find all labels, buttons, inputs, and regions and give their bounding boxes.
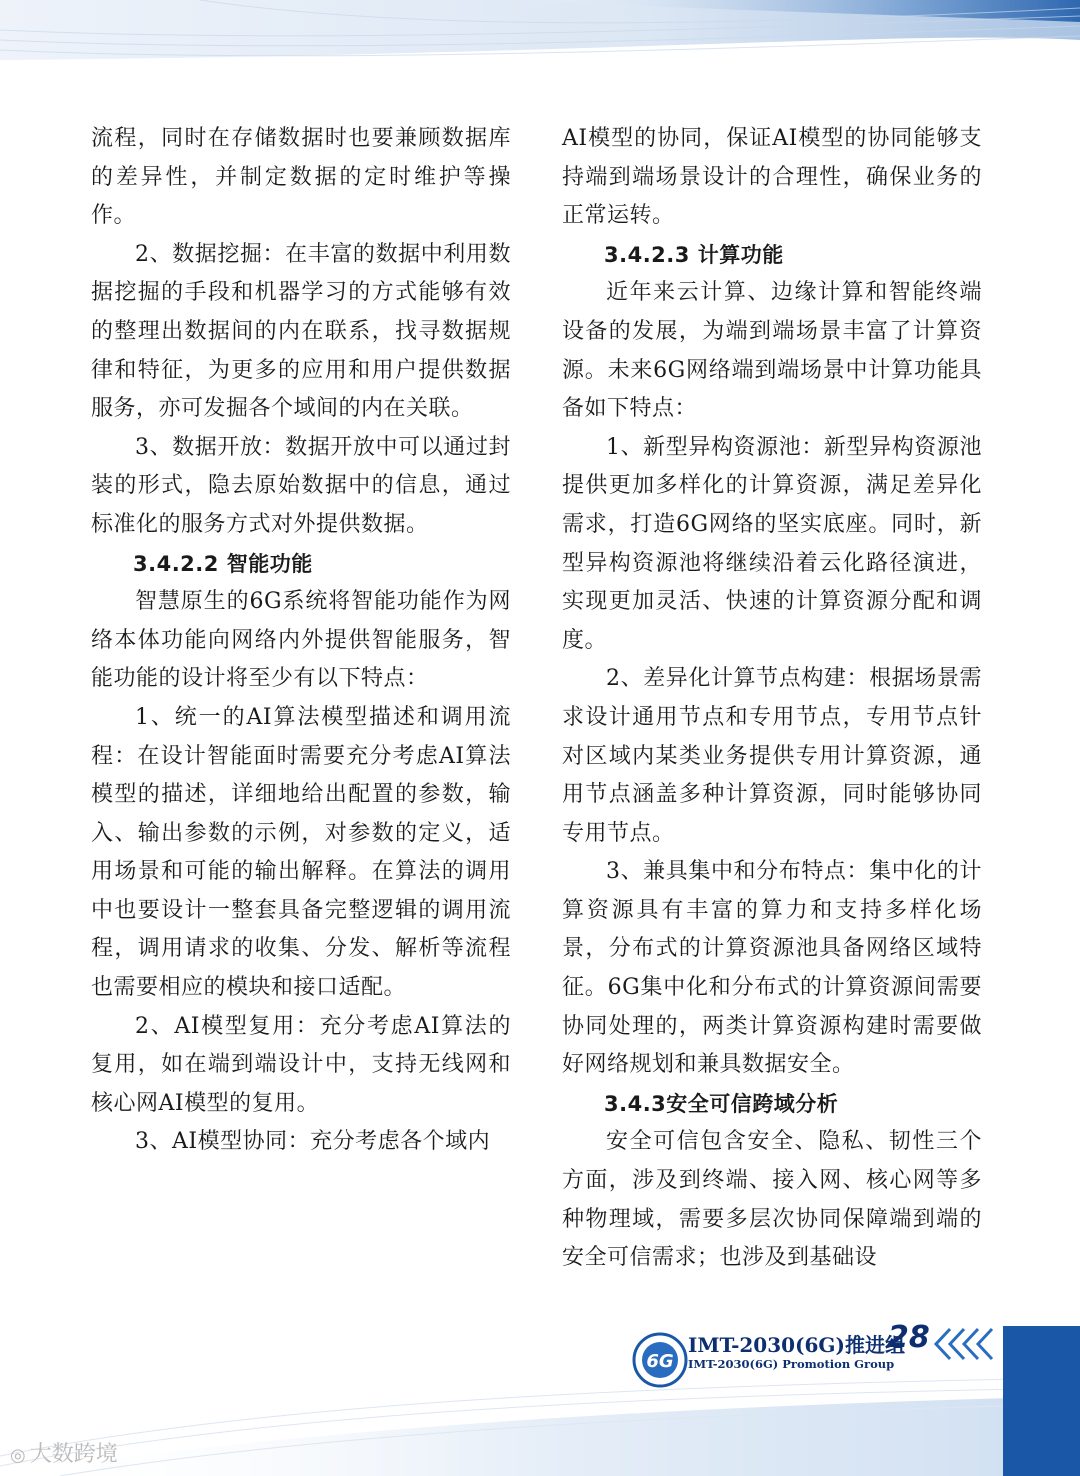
paragraph: 安全可信包含安全、隐私、韧性三个方面，涉及到终端、接入网、核心网等多种物理域，需要多层次协同保障端到端的安全可信需求；也涉及到基础设 [562, 1129, 982, 1271]
section-heading: 3.4.3安全可信跨域分析 [604, 1091, 839, 1116]
watermark-logo-icon: ◎ [10, 1445, 26, 1466]
paragraph: 1、新型异构资源池：新型异构资源池提供更加多样化的计算资源，满足差异化需求，打造6G网络的坚实底座。同时，新型异构资源池将继续沿着云化路径演进，实现更加灵活、快速的计算资源分配和调度。 [562, 434, 982, 653]
paragraph: 3、AI模型协同：充分考虑各个域内 [135, 1129, 491, 1155]
chevrons-icon [928, 1326, 1000, 1362]
paragraph: 3、数据开放：数据开放中可以通过封装的形式，隐去原始数据中的信息，通过标准化的服务方式对外提供数据。 [91, 434, 511, 537]
paragraph: 近年来云计算、边缘计算和智能终端设备的发展，为端到端场景丰富了计算资源。未来6G网络端到端场景中计算功能具备如下特点： [562, 280, 982, 422]
left-column [91, 120, 511, 1162]
section-heading: 3.4.2.2 智能功能 [133, 551, 313, 576]
section-heading: 3.4.2.3 计算功能 [604, 242, 784, 267]
page-number: 28 [888, 1320, 930, 1355]
paragraph: 2、差异化计算节点构建：根据场景需求设计通用节点和专用节点，专用节点针对区域内某类业务提供专用计算资源，通用节点涵盖多种计算资源，同时能够协同专用节点。 [562, 666, 982, 846]
logo-text: 6G [646, 1351, 674, 1372]
paragraph: 3、兼具集中和分布特点：集中化的计算资源具有丰富的算力和支持多样化场景，分布式的计算资源池具备网络区域特征。6G集中化和分布式的计算资源间需要协同处理的，两类计算资源构建时需要做好网络规划和兼具数据安全。 [562, 859, 982, 1078]
top-swoosh-decoration [0, 0, 1080, 120]
watermark [10, 1437, 118, 1468]
right-column [562, 120, 982, 1278]
imt2030-logo [632, 1332, 688, 1388]
watermark-text: 大数跨境 [29, 1442, 118, 1467]
paragraph: 2、AI模型复用：充分考虑AI算法的复用，如在端到端设计中，支持无线网和核心网AI模型的复用。 [91, 1013, 511, 1116]
paragraph: AI模型的协同，保证AI模型的协同能够支持端到端场景设计的合理性，确保业务的正常运转。 [562, 126, 982, 229]
paragraph: 智慧原生的6G系统将智能功能作为网络本体功能向网络内外提供智能服务，智能功能的设计将至少有以下特点： [91, 589, 511, 692]
paragraph: 流程，同时在存储数据时也要兼顾数据库的差异性，并制定数据的定时维护等操作。 [91, 126, 511, 229]
paragraph: 1、统一的AI算法模型描述和调用流程：在设计智能面时需要充分考虑AI算法模型的描述，详细地给出配置的参数，输入、输出参数的示例，对参数的定义，适用场景和可能的输出解释。在算法的调用中也要设计一整套具备完整逻辑的调用流程，调用请求的收集、分发、解析等流程也需要相应的模块和接口适配。 [91, 704, 511, 1001]
org-name-english: IMT-2030(6G) Promotion Group [688, 1357, 895, 1371]
page-edge-block [1003, 1326, 1080, 1476]
paragraph: 2、数据挖掘：在丰富的数据中利用数据挖掘的手段和机器学习的方式能够有效的整理出数据间的内在联系，找寻数据规律和特征，为更多的应用和用户提供数据服务，亦可发掘各个域间的内在关联。 [91, 241, 511, 422]
org-name: IMT-2030(6G)推进组 [688, 1333, 905, 1357]
